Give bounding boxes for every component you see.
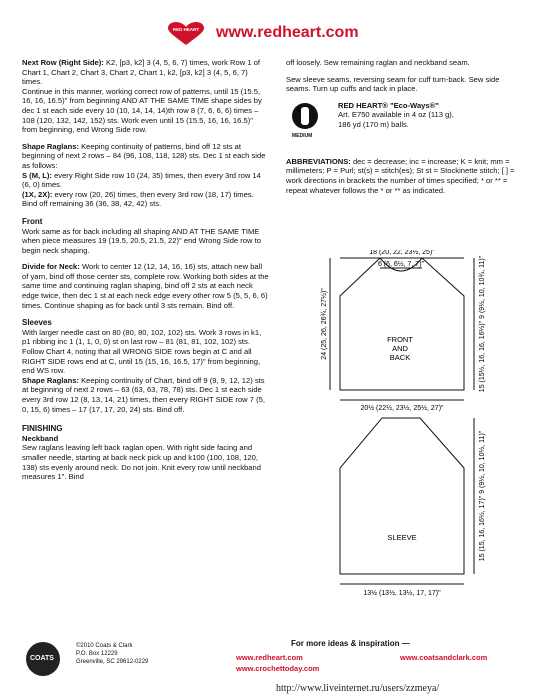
- right-column: [286, 58, 522, 202]
- sml-text: every Right Side row 10 (24, 35) times, then every 3rd row 14 (6, 0) times.: [22, 170, 261, 190]
- more-ideas: For more ideas & inspiration —: [291, 639, 410, 648]
- front-heading: Front: [22, 216, 43, 226]
- yarn-art: Art. E750 available in 4 oz (113 g),: [338, 110, 454, 120]
- sml-label: S (M, L):: [22, 170, 52, 180]
- sleeve-side-measure: 15 (15, 16, 16½, 17)" 9 (9½, 10, 10½, 11)": [479, 430, 486, 562]
- abbr-label: ABBREVIATIONS:: [286, 156, 351, 166]
- finishing-heading: FINISHING: [22, 424, 63, 434]
- watermark-url: http://www.liveinternet.ru/users/zzmeya/: [276, 683, 440, 694]
- divide-label: Divide for Neck:: [22, 262, 80, 272]
- front-label: FRONT: [387, 335, 413, 344]
- city: Greenville, SC 29612-0229: [76, 659, 149, 665]
- body-outline: [340, 258, 464, 390]
- bottom-measure: 20½ (22½, 23½, 25½, 27)": [360, 405, 444, 412]
- address-block: [76, 642, 148, 666]
- yarn-yardage: 186 yd (170 m) balls.: [338, 119, 409, 129]
- coats-logo-text: COATS: [30, 655, 54, 662]
- sleeve-shape-text: Keeping continuity of Chart, bind off 9 (9, 9, 12, 12) sts at beginning of next 2 rows – 63 (63, 63, 78, 78) sts. Dec 1 st each side every 3rd row 12 (8, 13, 14, 21) times, then every RIGHT SIDE row 7 (5, 0, 15, 6) times – 17 (17, 17, 20, 24) sts. Bind off.: [22, 375, 265, 414]
- yarn-weight-label: MEDIUM: [292, 132, 313, 139]
- page-header: [0, 22, 540, 50]
- yarn-weight-number: 4: [296, 106, 300, 114]
- continue-text: Continue in this manner, working correct row of patterns, until 15 (15.5, 16, 16, 16.5)" from beginning AND AT THE SAME TIME shape sides by dec 1 st each side every 10 (10, 14, 14, 14)th row 8 (7, 6, 6, 6) times – 108 (120, 132, 142, 152) sts. Work even until 15 (15.5, 16, 16, 16.5)" from beginning, end Wrong Side row.: [22, 86, 262, 135]
- yarn-info: [286, 101, 522, 151]
- shape-raglans-text: Keeping continuity of patterns, bind off 12 sts at beginning of next 2 rows – 84 (96, 108, 118, 128) sts. Dec 1 st each side as follows:: [22, 141, 266, 170]
- abbr-text: dec = decrease; inc = increase; K = knit; mm = millimeters; P = Purl; st(s) = stitch(es); St st = Stockinette stitch; [ ] = work directions in brackets the number of times specified; * or ** = repeat whatever follows the * or ** as indicated.: [286, 156, 515, 195]
- neckband-heading: Neckband: [22, 433, 59, 443]
- sleeve-label: SLEEVE: [387, 533, 417, 542]
- x-label: (1X, 2X):: [22, 189, 53, 199]
- yarn-name: RED HEART® "Eco-Ways®": [338, 100, 439, 110]
- top-measure: 18 (20, 22, 23½, 25)": [369, 250, 435, 256]
- sleeve-outline: [340, 418, 464, 574]
- schematic: [300, 250, 530, 634]
- shape-raglans-label: Shape Raglans:: [22, 141, 79, 151]
- sleeves-heading: Sleeves: [22, 318, 52, 328]
- link-crochettoday[interactable]: www.crochettoday.com: [236, 664, 320, 673]
- sleeve-shape-label: Shape Raglans:: [22, 375, 79, 385]
- side-measure: 15 (15½, 16, 16, 16½)" 9 (9½, 10, 10¾, 11)": [479, 255, 486, 393]
- footer-links: [236, 652, 488, 674]
- x-text: every row (20, 26) times, then every 3rd row (18, 17) times.: [52, 189, 254, 199]
- po-box: P.O. Box 12229: [76, 651, 118, 657]
- logo-text: RED HEART: [172, 27, 200, 32]
- next-row-label: Next Row (Right Side):: [22, 58, 104, 67]
- bindoff-text: Bind off remaining 36 (36, 38, 42, 42) sts.: [22, 199, 162, 209]
- sleeve-bottom-measure: 13½ (13½, 13½, 17, 17)": [363, 590, 441, 597]
- and-label: AND: [392, 344, 408, 353]
- neck-measure: 6 (6, 6½, 7, 7)": [377, 261, 425, 268]
- link-coatsandclark[interactable]: www.coatsandclark.com: [400, 653, 488, 662]
- left-column: [22, 58, 270, 489]
- divide-text: Work to center 12 (12, 14, 16, 16) sts, attach new ball of yarn, bind off those center sts, complete row. Working both sides at the same time and continuing raglan shaping, bind off 2 sts at each neck edge twice, then dec 1 st at each neck edge every other row 5 (5, 5, 6, 6) times. Continue shaping as for back until 3 sts remain. Bind off.: [22, 262, 269, 310]
- neckband-text: Sew raglans leaving left back raglan open. With right side facing and smaller needle, starting at back neck pick up and k100 (100, 108, 120, 138) sts evenly around neck. Do not join. Knit every row until neckband measures 1". Bind: [22, 443, 261, 482]
- sleeves-text: With larger needle cast on 80 (80, 80, 102, 102) sts. Work 3 rows in k1, p1 ribbing inc 1 (1, 1, 0, 0) st on last row – 81 (81, 81, 102, 102) sts. Follow Chart 4, noting that all WRONG SIDE rows begin at C and all RIGHT SIDE rows end at C, until 15 (15, 16, 16.5, 17)" from beginning, end WS row.: [22, 327, 262, 376]
- site-url[interactable]: www.redheart.com: [216, 24, 359, 41]
- front-text: Work same as for back including all shaping AND AT THE SAME TIME when piece measures 19 (19.5, 20.5, 21.5, 22)" end Wrong Side row to begin neck shaping.: [22, 226, 261, 255]
- next-row-text: K2, [p3, k2] 3 (4, 5, 6, 7) times, work Row 1 of Chart 1, Chart 2, Chart 3, Chart 2, Chart 1, k2, [p3, k2] 3 (4, 5, 6, 7) times.: [22, 58, 261, 87]
- length-measure: 24 (25, 26, 26¾, 27½)": [321, 288, 328, 360]
- link-redheart[interactable]: www.redheart.com: [236, 653, 303, 662]
- page-footer: [0, 634, 540, 699]
- sew-text: Sew sleeve seams, reversing seam for cuff turn-back. Sew side seams. Turn up cuffs and tack in place.: [286, 74, 500, 94]
- red-heart-logo: [164, 22, 208, 46]
- bind-off-cont: off loosely. Sew remaining raglan and neckband seam.: [286, 58, 470, 67]
- coats-logo: [26, 642, 60, 676]
- copyright: ©2010 Coats & Clark: [76, 643, 133, 649]
- back-label: BACK: [389, 353, 411, 362]
